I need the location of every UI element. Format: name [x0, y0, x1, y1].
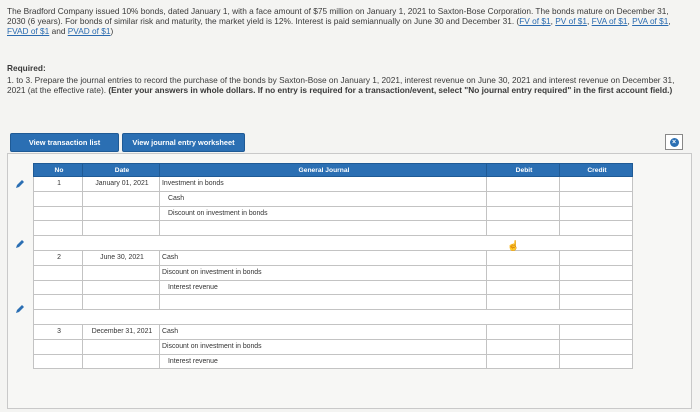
credit-cell[interactable]: [560, 177, 633, 192]
separator-cell: [34, 310, 633, 325]
credit-cell[interactable]: [560, 295, 633, 310]
required-text: [7, 75, 687, 95]
table-row: [34, 295, 633, 310]
empty-cell: [34, 354, 83, 369]
credit-cell[interactable]: [560, 191, 633, 206]
debit-cell[interactable]: [487, 206, 560, 221]
entry-no: 1: [34, 177, 83, 192]
entry-no: 2: [34, 250, 83, 265]
edit-icon[interactable]: [14, 238, 26, 250]
debit-cell[interactable]: [487, 324, 560, 339]
credit-cell[interactable]: [560, 324, 633, 339]
empty-cell: [83, 339, 160, 354]
close-icon: ×: [670, 138, 679, 147]
header-general-journal: General Journal: [160, 164, 487, 177]
entry-no: 3: [34, 324, 83, 339]
debit-cell[interactable]: [487, 177, 560, 192]
credit-cell[interactable]: [560, 250, 633, 265]
account-cell[interactable]: Discount on investment in bonds: [160, 206, 487, 221]
entry-date: June 30, 2021: [83, 250, 160, 265]
credit-cell[interactable]: [560, 206, 633, 221]
account-cell[interactable]: Interest revenue: [160, 354, 487, 369]
table-row: [34, 206, 633, 221]
link-fvad[interactable]: FVAD of $1: [7, 26, 50, 36]
empty-cell: [34, 339, 83, 354]
close-button[interactable]: [665, 134, 683, 150]
debit-cell[interactable]: [487, 280, 560, 295]
table-row: [34, 280, 633, 295]
table-row: [34, 191, 633, 206]
problem-text: The Bradford Company issued 10% bonds, dated January 1, with a face amount of $75 million on January 1, 2021 to Saxton-Bose Corporation. The bonds mature on December 31, 2030 (6 years). For bonds of similar risk and maturity, the market yield is 12%. Interest is paid semiannually on June 30 and December 31.: [7, 6, 669, 26]
credit-cell[interactable]: [560, 354, 633, 369]
empty-cell: [34, 206, 83, 221]
problem-statement: The Bradford Company issued 10% bonds, dated January 1, with a face amount of $75 million on January 1, 2021 to Saxton-Bose Corporation. The bonds mature on December 31, 2030 (6 years). For bonds of similar risk and maturity, the market yield is 12%. Interest is paid semiannually on June 30 and December 31. (FV of $1, PV of $1, FVA of $1, PVA of $1, FVAD of $1 and PVAD of $1): [7, 6, 671, 36]
debit-cell[interactable]: [487, 191, 560, 206]
empty-cell: [34, 265, 83, 280]
empty-cell: [34, 191, 83, 206]
journal-panel: [7, 153, 692, 409]
debit-cell[interactable]: [487, 339, 560, 354]
empty-cell: [83, 206, 160, 221]
required-heading: Required:: [7, 63, 46, 73]
empty-cell: [83, 280, 160, 295]
header-debit: Debit: [487, 164, 560, 177]
table-row: [34, 339, 633, 354]
row-separator: [34, 236, 633, 251]
empty-cell: [83, 354, 160, 369]
account-cell[interactable]: Interest revenue: [160, 280, 487, 295]
account-cell[interactable]: Investment in bonds: [160, 177, 487, 192]
row-separator: [34, 310, 633, 325]
table-row: [34, 177, 633, 192]
view-transaction-list-button[interactable]: View transaction list: [10, 133, 119, 152]
empty-cell: [83, 221, 160, 236]
table-row: [34, 221, 633, 236]
account-cell[interactable]: Discount on investment in bonds: [160, 265, 487, 280]
empty-cell: [83, 191, 160, 206]
edit-icon[interactable]: [14, 303, 26, 315]
table-row: [34, 324, 633, 339]
table-row: [34, 265, 633, 280]
entry-date: January 01, 2021: [83, 177, 160, 192]
header-date: Date: [83, 164, 160, 177]
journal-table: [33, 163, 633, 369]
account-cell[interactable]: Cash: [160, 324, 487, 339]
debit-cell[interactable]: [487, 295, 560, 310]
link-fva[interactable]: FVA of $1: [591, 16, 628, 26]
link-fv[interactable]: FV of $1: [519, 16, 551, 26]
account-cell[interactable]: Cash: [160, 250, 487, 265]
view-journal-worksheet-button[interactable]: View journal entry worksheet: [122, 133, 245, 152]
debit-cell[interactable]: [487, 265, 560, 280]
debit-cell[interactable]: [487, 250, 560, 265]
account-cell[interactable]: [160, 295, 487, 310]
link-pva[interactable]: PVA of $1: [632, 16, 669, 26]
debit-cell[interactable]: [487, 354, 560, 369]
credit-cell[interactable]: [560, 221, 633, 236]
entry-date: December 31, 2021: [83, 324, 160, 339]
credit-cell[interactable]: [560, 265, 633, 280]
table-row: [34, 354, 633, 369]
link-pvad[interactable]: PVAD of $1: [67, 26, 111, 36]
table-row: [34, 250, 633, 265]
empty-cell: [83, 295, 160, 310]
header-no: No: [34, 164, 83, 177]
empty-cell: [34, 295, 83, 310]
account-cell[interactable]: Cash: [160, 191, 487, 206]
link-pv[interactable]: PV of $1: [555, 16, 588, 26]
empty-cell: [83, 265, 160, 280]
empty-cell: [34, 280, 83, 295]
edit-icon[interactable]: [14, 178, 26, 190]
required-bold-instructions: (Enter your answers in whole dollars. If no entry is required for a transaction/event, select "No journal entry required" in the first account field.): [108, 85, 673, 95]
empty-cell: [34, 221, 83, 236]
account-cell[interactable]: [160, 221, 487, 236]
separator-cell: [34, 236, 633, 251]
required-instructions: 1. to 3. Prepare the journal entries to record the purchase of the bonds by Saxton-Bose on January 1, 2021, interest revenue on June 30, 2021 and interest revenue on December 31, 2021 (at the effective rate).: [7, 75, 675, 95]
header-credit: Credit: [560, 164, 633, 177]
hand-cursor-icon: ☝: [507, 241, 520, 252]
credit-cell[interactable]: [560, 280, 633, 295]
account-cell[interactable]: Discount on investment in bonds: [160, 339, 487, 354]
credit-cell[interactable]: [560, 339, 633, 354]
debit-cell[interactable]: [487, 221, 560, 236]
